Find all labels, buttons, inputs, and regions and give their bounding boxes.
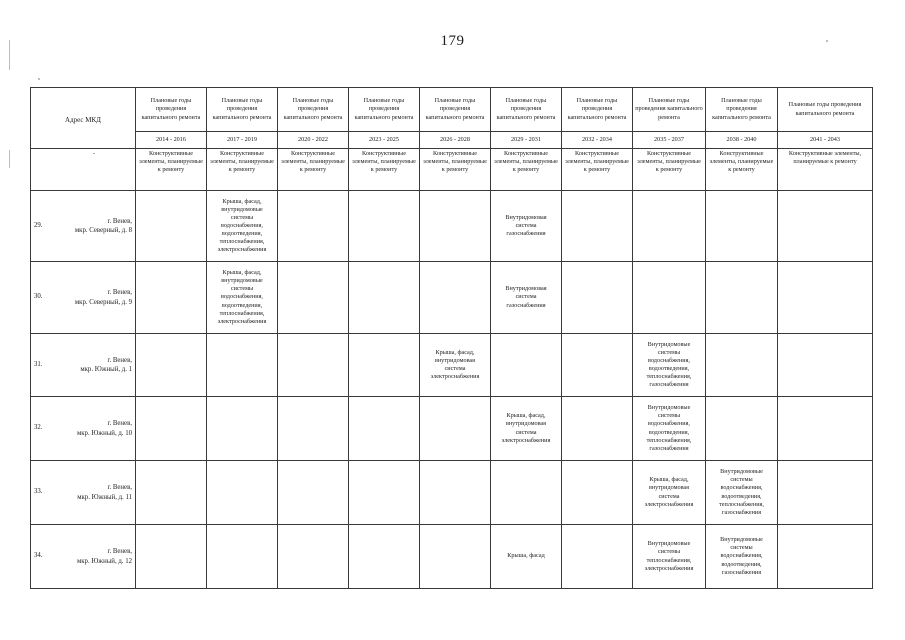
work-cell — [136, 397, 207, 461]
address-cell — [31, 191, 136, 262]
period-title-cell: Плановые годы проведения капитального ремонта — [420, 88, 491, 132]
work-cell — [278, 461, 349, 525]
work-cell — [491, 334, 562, 397]
period-title-cell: Плановые годы проведения капитального ремонта — [633, 88, 706, 132]
work-cell — [349, 525, 420, 589]
work-cell — [778, 525, 873, 589]
header-row-elements — [31, 149, 873, 191]
work-cell — [278, 525, 349, 589]
work-cell — [562, 525, 633, 589]
address-sub-marker: - — [93, 150, 96, 157]
address-cell — [31, 262, 136, 334]
work-cell — [349, 262, 420, 334]
row-address: г. Венев, мкр. Северный, д. 9 — [74, 289, 132, 306]
work-cell — [491, 461, 562, 525]
work-cell — [706, 397, 778, 461]
work-cell — [207, 334, 278, 397]
header-row-period-titles — [31, 88, 873, 132]
period-title-cell: Плановые годы проведения капитального ремонта — [778, 88, 873, 132]
work-cell — [633, 191, 706, 262]
address-cell — [31, 397, 136, 461]
row-number: 31. — [34, 360, 43, 368]
period-title-cell: Плановые годы проведения капитального ремонта — [562, 88, 633, 132]
work-cell: Крыша, фасад, внутридомовая система электроснабжения — [633, 461, 706, 525]
work-cell — [706, 191, 778, 262]
header-row-years — [31, 132, 873, 149]
work-cell — [420, 191, 491, 262]
row-number: 30. — [34, 293, 43, 301]
table-row — [31, 262, 873, 334]
work-cell — [349, 397, 420, 461]
elements-title-cell: Конструктивные элементы, планируемые к ремонту — [420, 149, 491, 191]
work-cell — [562, 334, 633, 397]
row-address: г. Венев, мкр. Южный, д. 10 — [76, 420, 132, 437]
elements-title-cell: Конструктивные элементы, планируемые к ремонту — [706, 149, 778, 191]
period-title-cell: Плановые годы проведения капитального ремонта — [207, 88, 278, 132]
work-cell: Крыша, фасад, внутридомовые системы водоснабжения, водоотведения, теплоснабжения, электроснабжения — [207, 262, 278, 334]
elements-title-cell: Конструктивные элементы, планируемые к ремонту — [491, 149, 562, 191]
address-sub-cell — [31, 149, 136, 191]
period-years-cell: 2041 - 2043 — [778, 132, 873, 149]
row-address: г. Венев, мкр. Южный, д. 1 — [80, 356, 132, 373]
capital-repair-table — [30, 87, 873, 589]
work-cell: Крыша, фасад, внутридомовая система электроснабжения — [491, 397, 562, 461]
work-cell — [136, 334, 207, 397]
period-title-cell: Плановые годы проведения капитального ремонта — [278, 88, 349, 132]
period-title-cell: Плановые годы проведения капитального ремонта — [706, 88, 778, 132]
work-cell — [778, 334, 873, 397]
work-cell — [136, 461, 207, 525]
scan-artifact — [9, 40, 10, 70]
work-cell: Внутридомовые системы водоснабжения, водоотведения, газоснабжения — [706, 525, 778, 589]
work-cell: Внутридомовая система газоснабжения — [491, 191, 562, 262]
work-cell — [778, 191, 873, 262]
work-cell: Внутридомовые системы водоснабжения, водоотведения, теплоснабжения, газоснабжения — [706, 461, 778, 525]
work-cell: Внутридомовые системы водоснабжения, водоотведения, теплоснабжения, газоснабжения — [633, 334, 706, 397]
address-cell — [31, 525, 136, 589]
work-cell: Внутридомовые системы водоснабжения, водоотведения, теплоснабжения, газоснабжения — [633, 397, 706, 461]
row-address: г. Венев, мкр. Южный, д. 12 — [76, 548, 132, 565]
work-cell: Крыша, фасад, внутридомовые системы водоснабжения, водоотведения, теплоснабжения, электроснабжения — [207, 191, 278, 262]
elements-title-cell: Конструктивные элементы, планируемые к ремонту — [778, 149, 873, 191]
work-cell — [706, 334, 778, 397]
row-address: г. Венев, мкр. Южный, д. 11 — [77, 484, 132, 501]
work-cell — [349, 461, 420, 525]
work-cell: Крыша, фасад — [491, 525, 562, 589]
table-row — [31, 334, 873, 397]
address-cell — [31, 461, 136, 525]
work-cell — [562, 461, 633, 525]
work-cell — [562, 397, 633, 461]
work-cell — [207, 525, 278, 589]
work-cell — [706, 262, 778, 334]
work-cell — [278, 262, 349, 334]
table-body — [31, 88, 873, 589]
work-cell — [278, 191, 349, 262]
work-cell — [207, 461, 278, 525]
work-cell — [136, 525, 207, 589]
elements-title-cell: Конструктивные элементы, планируемые к ремонту — [349, 149, 420, 191]
scan-artifact — [826, 40, 828, 42]
period-years-cell: 2014 - 2016 — [136, 132, 207, 149]
period-years-cell: 2020 - 2022 — [278, 132, 349, 149]
address-header-cell — [31, 88, 136, 149]
page-number: 179 — [440, 33, 465, 49]
period-years-cell: 2032 - 2034 — [562, 132, 633, 149]
elements-title-cell: Конструктивные элементы, планируемые к ремонту — [633, 149, 706, 191]
work-cell — [136, 191, 207, 262]
work-cell — [278, 397, 349, 461]
work-cell: Внутридомовые системы теплоснабжения, электроснабжения — [633, 525, 706, 589]
row-number: 29. — [34, 221, 43, 229]
table-row — [31, 397, 873, 461]
period-years-cell: 2026 - 2028 — [420, 132, 491, 149]
period-title-cell: Плановые годы проведения капитального ремонта — [349, 88, 420, 132]
work-cell — [207, 397, 278, 461]
scan-artifact — [38, 78, 40, 80]
address-header-label: Адрес МКД — [65, 116, 101, 125]
address-cell — [31, 334, 136, 397]
work-cell — [778, 461, 873, 525]
period-years-cell: 2023 - 2025 — [349, 132, 420, 149]
period-years-cell: 2017 - 2019 — [207, 132, 278, 149]
work-cell — [420, 397, 491, 461]
work-cell — [278, 334, 349, 397]
work-cell — [562, 191, 633, 262]
elements-title-cell: Конструктивные элементы, планируемые к ремонту — [136, 149, 207, 191]
row-number: 34. — [34, 552, 43, 560]
period-title-cell: Плановые годы проведения капитального ремонта — [491, 88, 562, 132]
work-cell — [420, 262, 491, 334]
work-cell — [349, 191, 420, 262]
work-cell — [633, 262, 706, 334]
table-row — [31, 191, 873, 262]
elements-title-cell: Конструктивные элементы, планируемые к ремонту — [207, 149, 278, 191]
work-cell — [778, 397, 873, 461]
period-years-cell: 2029 - 2031 — [491, 132, 562, 149]
work-cell — [136, 262, 207, 334]
elements-title-cell: Конструктивные элементы, планируемые к ремонту — [278, 149, 349, 191]
row-number: 33. — [34, 488, 43, 496]
work-cell — [420, 461, 491, 525]
elements-title-cell: Конструктивные элементы, планируемые к ремонту — [562, 149, 633, 191]
work-cell — [778, 262, 873, 334]
period-years-cell: 2035 - 2037 — [633, 132, 706, 149]
row-number: 32. — [34, 424, 43, 432]
table-row — [31, 461, 873, 525]
work-cell — [420, 525, 491, 589]
work-cell — [562, 262, 633, 334]
work-cell — [349, 334, 420, 397]
period-years-cell: 2038 - 2040 — [706, 132, 778, 149]
period-title-cell: Плановые годы проведения капитального ремонта — [136, 88, 207, 132]
row-address: г. Венев, мкр. Северный, д. 8 — [74, 217, 132, 234]
scan-artifact — [9, 150, 10, 168]
work-cell: Крыша, фасад, внутридомовая система электроснабжения — [420, 334, 491, 397]
table-row — [31, 525, 873, 589]
work-cell: Внутридомовая система газоснабжения — [491, 262, 562, 334]
